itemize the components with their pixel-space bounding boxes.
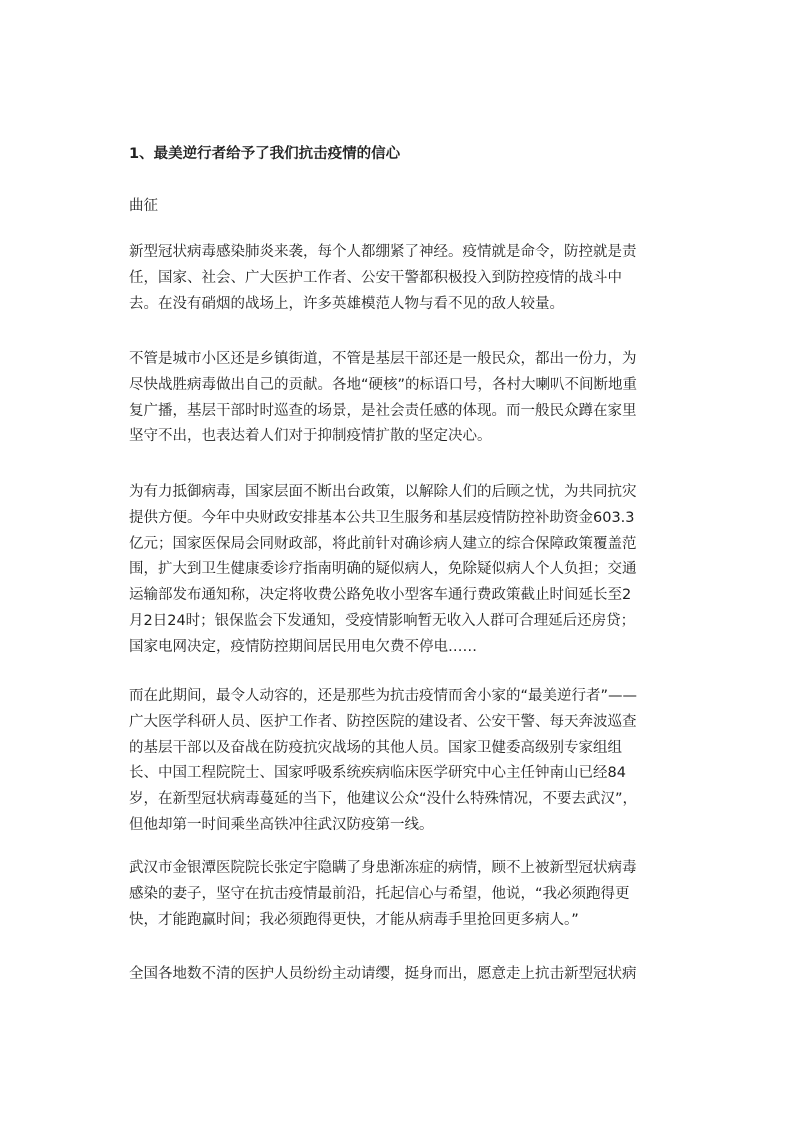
- paragraph-line: 快，才能跑赢时间；我必须跑得更快，才能从病毒手里抢回更多病人。”: [129, 911, 579, 928]
- paragraph-line: 国家电网决定，疫情防控期间居民用电欠费不停电……: [129, 638, 477, 655]
- paragraph-line: 的基层干部以及奋战在防疫抗灾战场的其他人员。国家卫健委高级别专家组组: [129, 739, 622, 756]
- paragraph-5: [129, 856, 669, 933]
- paragraph-4: [129, 684, 669, 839]
- paragraph-line: 去。在没有硝烟的战场上，许多英雄模范人物与看不见的敌人较量。: [129, 295, 564, 312]
- paragraph-line: 坚守不出，也表达着人们对于抑制疫情扩散的坚定决心。: [129, 428, 492, 445]
- paragraph-line: 不管是城市小区还是乡镇街道，不管是基层干部还是一般民众，都出一份力，为: [129, 351, 637, 367]
- paragraph-line: 亿元；国家医保局会同财政部，将此前针对确诊病人建立的综合保障政策覆盖范: [129, 535, 637, 552]
- paragraph-line: 尽快战胜病毒做出自己的贡献。各地“硬核”的标语口号，各村大喇叭不间断地重: [129, 376, 638, 393]
- paragraph-line: 岁，在新型冠状病毒蔓延的当下，他建议公众“没什么特殊情况，不要去武汉”，: [129, 791, 638, 808]
- paragraph-line: 新型冠状病毒感染肺炎来袭，每个人都绷紧了神经。疫情就是命令，防控就是责: [129, 244, 637, 260]
- paragraph-line: 长、中国工程院院士、国家呼吸系统疾病临床医学研究中心主任钟南山已经84: [129, 765, 626, 782]
- paragraph-2: [129, 347, 669, 450]
- paragraph-line: 月2日24时；银保监会下发通知，受疫情影响暂无收入人群可合理延后还房贷；: [129, 612, 636, 629]
- paragraph-line: 而在此期间，最令人动容的，还是那些为抗击疫情而舍小家的“最美逆行者”——: [129, 688, 638, 704]
- paragraph-line: 围，扩大到卫生健康委诊疗指南明确的疑似病人，免除疑似病人个人负担；交通: [129, 561, 637, 578]
- article-title: 1、最美逆行者给予了我们抗击疫情的信心: [129, 146, 401, 162]
- paragraph-line: 为有力抵御病毒，国家层面不断出台政策，以解除人们的后顾之忧，为共同抗灾: [129, 484, 637, 500]
- paragraph-line: 武汉市金银潭医院院长张定宇隐瞒了身患渐冻症的病情，顾不上被新型冠状病毒: [129, 860, 637, 876]
- paragraph-line: 复广播，基层干部时时巡查的场景，是社会责任感的体现。而一般民众蹲在家里: [129, 402, 637, 419]
- paragraph-line: 运输部发布通知称，决定将收费公路免收小型客车通行费政策截止时间延长至2: [129, 587, 632, 604]
- paragraph-line: 广大医学科研人员、医护工作者、防控医院的建设者、公安干警、每天奔波巡查: [129, 713, 637, 730]
- paragraph-line: 但他却第一时间乘坐高铁冲往武汉防疫第一线。: [129, 816, 434, 833]
- paragraph-line: 提供方便。今年中央财政安排基本公共卫生服务和基层疫情防控补助资金603.3: [129, 509, 635, 526]
- paragraph-6: [129, 962, 669, 988]
- paragraph-1: [129, 240, 669, 317]
- paragraph-3: [129, 480, 669, 661]
- paragraph-line: 全国各地数不清的医护人员纷纷主动请缨，挺身而出，愿意走上抗击新型冠状病: [129, 966, 637, 982]
- article-author: 曲征: [129, 198, 158, 214]
- paragraph-line: 任，国家、社会、广大医护工作者、公安干警都积极投入到防控疫情的战斗中: [129, 269, 622, 286]
- paragraph-line: 感染的妻子，坚守在抗击疫情最前沿，托起信心与希望，他说，“我必须跑得更: [129, 885, 630, 902]
